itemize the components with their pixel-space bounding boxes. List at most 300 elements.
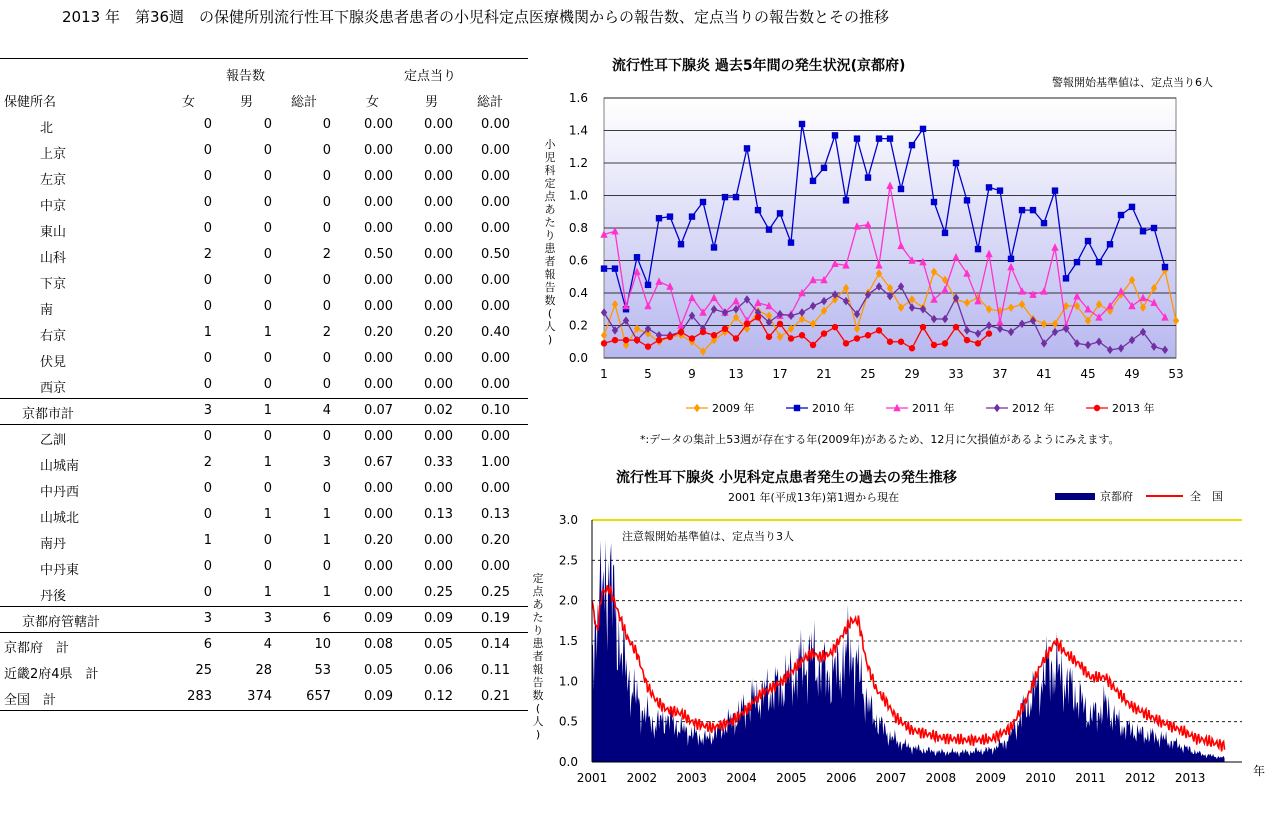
- data-point: [898, 186, 904, 192]
- svg-text:た: た: [544, 216, 556, 229]
- table-cell: 0.06: [424, 663, 453, 678]
- table-row: [0, 372, 528, 398]
- data-point: [843, 340, 849, 346]
- page-title: 2013 年 第36週 の保健所別流行性耳下腺炎患者患者の小児科定点医療機関からの報告数、定点当りの報告数とその推移: [62, 8, 890, 26]
- table-cell: 283: [187, 689, 212, 704]
- table-cell: 0: [263, 481, 272, 496]
- table-cell: 0: [322, 117, 331, 132]
- chart-annotation: 警報開始基準値は、定点当り6人: [1052, 76, 1213, 89]
- table-row: [0, 398, 528, 424]
- health-center-name: 乙訓: [40, 433, 67, 448]
- table-cell: 0.00: [424, 117, 453, 132]
- svg-text:児: 児: [544, 151, 556, 164]
- data-point: [788, 335, 794, 341]
- table-cell: 657: [306, 689, 331, 704]
- data-point: [794, 405, 800, 411]
- y-axis-label: [545, 137, 557, 346]
- column-header: 男: [425, 95, 439, 110]
- table-cell: 0.40: [481, 325, 510, 340]
- table-cell: 0.00: [364, 559, 393, 574]
- x-tick-label: 2008: [925, 771, 957, 785]
- health-center-name: 北: [40, 121, 54, 136]
- data-point: [656, 337, 662, 343]
- svg-text:(: (: [535, 702, 541, 715]
- data-point: [645, 282, 651, 288]
- x-tick-label: 2003: [676, 771, 707, 785]
- health-center-name: 山城北: [40, 511, 80, 526]
- health-center-name: 上京: [40, 147, 67, 162]
- data-point: [744, 145, 750, 151]
- data-point: [931, 199, 937, 205]
- y-tick-label: 0.0: [568, 351, 588, 365]
- table-cell: 6: [203, 637, 212, 652]
- table-cell: 2: [322, 247, 331, 262]
- svg-text:数: 数: [532, 689, 544, 702]
- data-point: [694, 404, 700, 412]
- data-point: [1019, 207, 1025, 213]
- x-tick-label: 25: [860, 367, 876, 381]
- table-cell: 1.00: [481, 455, 510, 470]
- table-cell: 0.00: [481, 221, 510, 236]
- table-cell: 0.00: [364, 585, 393, 600]
- table-cell: 0: [203, 585, 212, 600]
- health-center-name: 東山: [40, 225, 67, 240]
- data-point: [1151, 225, 1157, 231]
- table-row: [0, 528, 528, 554]
- table-column-header-row: [0, 86, 528, 112]
- table-row: [0, 346, 528, 372]
- column-header: 女: [182, 95, 196, 110]
- data-point: [601, 265, 607, 271]
- data-point: [1030, 207, 1036, 213]
- y-tick-label: 0.0: [558, 755, 578, 769]
- x-tick-label: 2005: [776, 771, 807, 785]
- table-cell: 0.25: [424, 585, 453, 600]
- data-point: [722, 326, 728, 332]
- legend-label: 2009 年: [712, 402, 755, 415]
- svg-text:あ: あ: [544, 203, 556, 216]
- table-cell: 0.00: [481, 377, 510, 392]
- table-cell: 1: [203, 325, 212, 340]
- table-cell: 0.05: [424, 637, 453, 652]
- x-tick-label: 2001: [576, 771, 608, 785]
- data-point: [953, 160, 959, 166]
- data-point: [832, 324, 838, 330]
- data-point: [1107, 241, 1113, 247]
- group-header-per-site: 定点当り: [404, 69, 457, 84]
- data-point: [766, 226, 772, 232]
- table-row: [0, 190, 528, 216]
- y-tick-label: 1.0: [568, 188, 588, 203]
- svg-text:報: 報: [532, 663, 544, 676]
- x-tick-label: 2011: [1075, 771, 1106, 785]
- table-cell: 0.19: [481, 611, 510, 626]
- chart-annotation: 注意報開始基準値は、定点当り3人: [622, 530, 794, 543]
- table-cell: 1: [263, 455, 272, 470]
- health-center-name: 京都府管轄計: [22, 615, 101, 630]
- table-cell: 1: [203, 533, 212, 548]
- table-cell: 0.00: [481, 169, 510, 184]
- y-tick-label: 3.0: [558, 513, 578, 527]
- x-tick-label: 13: [728, 367, 744, 381]
- column-header: 女: [366, 95, 380, 110]
- x-tick-label: 9: [688, 367, 696, 381]
- y-tick-label: 1.5: [558, 634, 578, 648]
- table-cell: 2: [203, 455, 212, 470]
- data-point: [678, 241, 684, 247]
- table-cell: 0.00: [481, 195, 510, 210]
- data-point: [975, 246, 981, 252]
- x-tick-label: 2002: [626, 771, 658, 785]
- chart-footnote: *:データの集計上53週が存在する年(2009年)があるため、12月に欠損値があるようにみえます。: [640, 433, 1120, 446]
- data-point: [1094, 405, 1100, 411]
- table-cell: 0.08: [364, 637, 393, 652]
- table-cell: 0.13: [481, 507, 510, 522]
- legend-swatch: [1055, 493, 1095, 500]
- table-cell: 0: [263, 429, 272, 444]
- table-cell: 0: [322, 429, 331, 444]
- table-cell: 0: [263, 169, 272, 184]
- table-cell: 0.00: [364, 143, 393, 158]
- table-cell: 0: [203, 429, 212, 444]
- data-point: [887, 339, 893, 345]
- table-row: [0, 580, 528, 606]
- data-point: [678, 329, 684, 335]
- table-cell: 3: [203, 611, 212, 626]
- table-cell: 0.00: [481, 481, 510, 496]
- table-cell: 0.33: [424, 455, 453, 470]
- table-cell: 0.00: [424, 221, 453, 236]
- x-tick-label: 2006: [825, 771, 857, 785]
- table-bottom-rule: [0, 710, 528, 711]
- data-point: [766, 334, 772, 340]
- svg-text:た: た: [532, 611, 544, 624]
- table-cell: 0.25: [481, 585, 510, 600]
- data-point: [1008, 256, 1014, 262]
- table-cell: 0: [263, 559, 272, 574]
- data-point: [700, 199, 706, 205]
- table-cell: 28: [255, 663, 272, 678]
- table-cell: 0.00: [424, 247, 453, 262]
- table-cell: 0.00: [424, 429, 453, 444]
- data-point: [854, 335, 860, 341]
- table-cell: 0.00: [424, 481, 453, 496]
- data-point: [876, 135, 882, 141]
- y-tick-label: 0.4: [568, 286, 588, 300]
- table-cell: 0: [322, 221, 331, 236]
- data-point: [810, 178, 816, 184]
- svg-text:者: 者: [532, 650, 544, 663]
- data-point: [964, 337, 970, 343]
- data-point: [953, 324, 959, 330]
- table-cell: 1: [263, 403, 272, 418]
- health-center-name: 山城南: [40, 459, 80, 474]
- health-center-name: 南: [40, 303, 54, 318]
- table-row: [0, 632, 528, 658]
- x-tick-label: 21: [816, 367, 832, 381]
- table-cell: 0: [203, 117, 212, 132]
- legend-label: 2010 年: [812, 402, 855, 415]
- data-point: [865, 332, 871, 338]
- table-cell: 0.00: [364, 117, 393, 132]
- x-tick-label: 33: [948, 367, 964, 381]
- x-tick-label: 2004: [726, 771, 757, 785]
- table-cell: 3: [322, 455, 331, 470]
- table-cell: 0.00: [364, 377, 393, 392]
- table-cell: 0.00: [481, 273, 510, 288]
- table-cell: 0.00: [364, 507, 393, 522]
- data-point: [612, 265, 618, 271]
- legend-label: 2012 年: [1012, 402, 1055, 415]
- data-point: [931, 342, 937, 348]
- svg-text:定: 定: [544, 177, 556, 190]
- table-row: [0, 424, 528, 450]
- data-point: [623, 337, 629, 343]
- data-point: [777, 210, 783, 216]
- svg-text:り: り: [544, 229, 556, 242]
- x-tick-label: 53: [1168, 367, 1184, 381]
- svg-text:あ: あ: [532, 598, 544, 611]
- data-point: [1162, 264, 1168, 270]
- table-cell: 2: [322, 325, 331, 340]
- x-tick-label: 37: [992, 367, 1008, 381]
- data-point: [920, 126, 926, 132]
- health-center-name: 中京: [40, 199, 67, 214]
- table-row: [0, 606, 528, 632]
- table-cell: 0: [203, 377, 212, 392]
- table-cell: 0.20: [481, 533, 510, 548]
- x-tick-label: 2010: [1025, 771, 1056, 785]
- data-point: [920, 324, 926, 330]
- data-point: [854, 135, 860, 141]
- table-cell: 0: [203, 299, 212, 314]
- table-cell: 0.00: [364, 351, 393, 366]
- data-point: [733, 194, 739, 200]
- data-point: [656, 215, 662, 221]
- data-point: [799, 121, 805, 127]
- table-cell: 0.00: [424, 299, 453, 314]
- data-point: [689, 213, 695, 219]
- table-cell: 0.09: [364, 611, 393, 626]
- data-point: [788, 239, 794, 245]
- y-tick-label: 0.2: [568, 318, 588, 333]
- x-tick-label: 49: [1124, 367, 1140, 381]
- table-cell: 0.09: [364, 689, 393, 704]
- legend-label: 全 国: [1190, 490, 1223, 503]
- data-point: [843, 197, 849, 203]
- table-cell: 0.20: [364, 325, 393, 340]
- table-cell: 0.00: [481, 429, 510, 444]
- data-point: [634, 254, 640, 260]
- table-cell: 0: [322, 169, 331, 184]
- x-tick-label: 41: [1036, 367, 1052, 381]
- x-axis-label: 年: [1253, 764, 1266, 778]
- health-center-name: 京都市計: [22, 407, 75, 422]
- table-cell: 0.09: [424, 611, 453, 626]
- data-point: [1063, 275, 1069, 281]
- table-cell: 1: [322, 585, 331, 600]
- table-cell: 0.00: [481, 117, 510, 132]
- y-tick-label: 2.5: [558, 553, 578, 568]
- data-point: [964, 197, 970, 203]
- table-cell: 4: [263, 637, 272, 652]
- table-row: [0, 554, 528, 580]
- table-cell: 0: [322, 273, 331, 288]
- table-cell: 0.10: [481, 403, 510, 418]
- table-cell: 0.20: [364, 533, 393, 548]
- svg-text:): ): [547, 333, 553, 346]
- data-point: [755, 314, 761, 320]
- table-cell: 0: [203, 507, 212, 522]
- data-point: [909, 142, 915, 148]
- table-row: [0, 684, 528, 710]
- table-cell: 0.00: [424, 143, 453, 158]
- table-cell: 0.00: [481, 143, 510, 158]
- table-cell: 0.00: [364, 299, 393, 314]
- table-cell: 1: [263, 325, 272, 340]
- data-point: [865, 174, 871, 180]
- table-cell: 0.00: [364, 429, 393, 444]
- data-point: [667, 213, 673, 219]
- table-row: [0, 112, 528, 138]
- svg-text:科: 科: [544, 164, 556, 177]
- data-point: [942, 340, 948, 346]
- health-center-name: 丹後: [40, 589, 67, 604]
- table-group-header-row: [0, 60, 528, 86]
- svg-text:人: 人: [544, 320, 556, 333]
- table-cell: 0: [263, 299, 272, 314]
- table-cell: 0: [322, 377, 331, 392]
- table-cell: 0: [263, 377, 272, 392]
- data-point: [832, 132, 838, 138]
- svg-text:り: り: [532, 624, 544, 637]
- table-cell: 0: [322, 143, 331, 158]
- svg-text:告: 告: [544, 281, 556, 294]
- data-point: [1129, 204, 1135, 210]
- data-point: [689, 335, 695, 341]
- data-point: [1118, 212, 1124, 218]
- table-cell: 0: [203, 143, 212, 158]
- table-cell: 0: [203, 559, 212, 574]
- data-point: [1041, 220, 1047, 226]
- table-cell: 0.00: [424, 169, 453, 184]
- data-point: [994, 404, 1000, 412]
- svg-text:): ): [535, 728, 541, 741]
- svg-text:人: 人: [532, 715, 544, 728]
- table-cell: 6: [322, 611, 331, 626]
- data-point: [601, 340, 607, 346]
- table-cell: 0: [263, 195, 272, 210]
- health-center-name: 京都府 計: [4, 641, 70, 656]
- x-tick-label: 1: [600, 367, 608, 381]
- svg-text:小: 小: [544, 138, 556, 151]
- column-header: 男: [240, 95, 254, 110]
- table-cell: 1: [263, 585, 272, 600]
- table-cell: 0: [263, 247, 272, 262]
- data-point: [887, 135, 893, 141]
- svg-text:点: 点: [544, 190, 556, 203]
- health-center-name: 南丹: [40, 537, 67, 552]
- table-cell: 0: [263, 533, 272, 548]
- legend-label: 2011 年: [912, 402, 955, 415]
- data-point: [777, 321, 783, 327]
- table-cell: 0.00: [364, 221, 393, 236]
- x-tick-label: 2009: [975, 771, 1007, 785]
- kyoto-area: [592, 540, 1225, 762]
- table-cell: 0.00: [481, 559, 510, 574]
- table-row: [0, 320, 528, 346]
- svg-text:点: 点: [532, 585, 544, 598]
- table-cell: 25: [195, 663, 212, 678]
- health-center-name: 近畿2府4県 計: [4, 667, 99, 682]
- data-point: [986, 184, 992, 190]
- weekly-5yr-chart: [540, 48, 1240, 498]
- y-tick-label: 2.0: [558, 593, 578, 608]
- data-point: [744, 321, 750, 327]
- x-tick-label: 2013: [1174, 771, 1206, 785]
- table-cell: 0: [263, 221, 272, 236]
- legend-label: 京都府: [1100, 490, 1133, 503]
- table-row: [0, 242, 528, 268]
- svg-text:定: 定: [532, 572, 544, 585]
- table-row: [0, 164, 528, 190]
- table-cell: 0: [203, 169, 212, 184]
- health-center-name: 全国 計: [4, 693, 57, 708]
- table-cell: 1: [322, 507, 331, 522]
- table-cell: 0: [263, 143, 272, 158]
- data-point: [1074, 259, 1080, 265]
- data-point: [722, 194, 728, 200]
- group-header-reports: 報告数: [226, 69, 266, 84]
- table-cell: 0: [263, 117, 272, 132]
- table-cell: 1: [322, 533, 331, 548]
- table-cell: 10: [314, 637, 331, 652]
- data-point: [975, 340, 981, 346]
- table-cell: 1: [263, 507, 272, 522]
- column-header: 総計: [291, 95, 318, 110]
- y-tick-label: 0.5: [558, 714, 578, 729]
- history-trend-chart: [528, 462, 1266, 812]
- table-cell: 0.50: [364, 247, 393, 262]
- health-center-name: 伏見: [40, 355, 67, 370]
- data-point: [1096, 259, 1102, 265]
- table-cell: 0.14: [481, 637, 510, 652]
- table-cell: 0.00: [364, 195, 393, 210]
- data-point: [821, 330, 827, 336]
- table-cell: 0.00: [424, 351, 453, 366]
- y-tick-label: 1.0: [558, 674, 578, 689]
- chart-title: 流行性耳下腺炎 小児科定点患者発生の過去の発生推移: [616, 470, 957, 486]
- table-cell: 0: [203, 481, 212, 496]
- table-cell: 0.21: [481, 689, 510, 704]
- data-point: [876, 327, 882, 333]
- data-point: [810, 342, 816, 348]
- column-header: 総計: [477, 95, 504, 110]
- svg-text:患: 患: [544, 242, 556, 255]
- data-point: [711, 244, 717, 250]
- x-tick-label: 17: [772, 367, 788, 381]
- table-cell: 0.12: [424, 689, 453, 704]
- svg-text:(: (: [547, 307, 553, 320]
- table-cell: 0.11: [481, 663, 510, 678]
- table-cell: 0: [203, 351, 212, 366]
- table-cell: 374: [247, 689, 272, 704]
- x-tick-label: 5: [644, 367, 652, 381]
- y-tick-label: 1.6: [568, 91, 588, 105]
- legend-label: 2013 年: [1112, 402, 1155, 415]
- table-cell: 0.07: [364, 403, 393, 418]
- svg-text:報: 報: [544, 268, 556, 281]
